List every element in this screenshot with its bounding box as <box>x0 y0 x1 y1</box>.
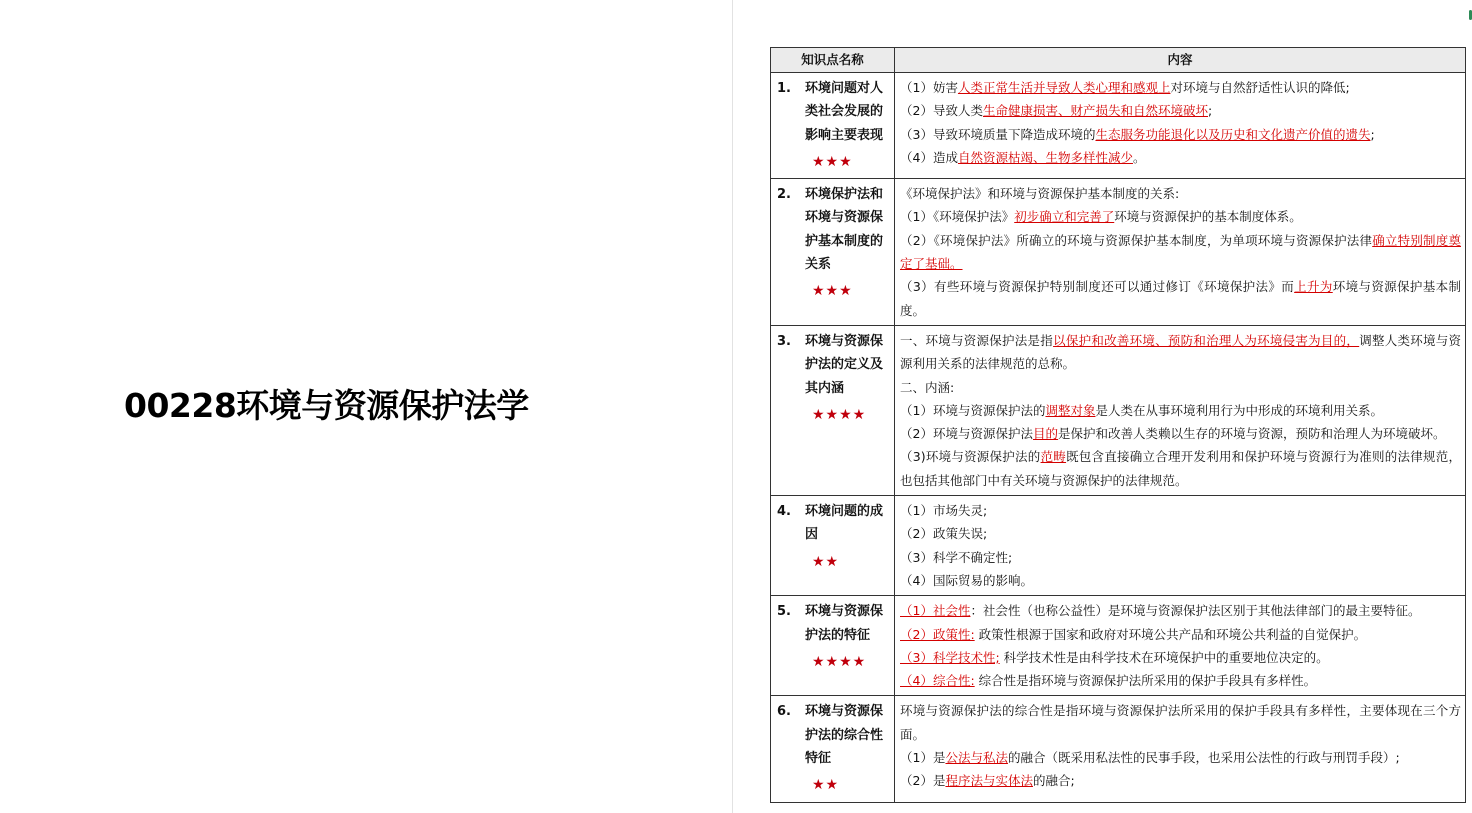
key-term: 范畴 <box>1040 449 1067 465</box>
key-term: 目的 <box>1032 426 1058 442</box>
content-text: ; <box>1370 126 1375 142</box>
content-text: （2）政策失误; <box>900 526 988 542</box>
content-cell <box>895 73 1466 179</box>
content-line <box>900 522 1461 545</box>
table-row <box>771 179 1466 326</box>
content-text: （4）造成 <box>900 149 958 165</box>
content-text: （1）妨害 <box>900 80 958 95</box>
key-term: 公法与私法 <box>945 750 1008 766</box>
knowledge-table <box>770 47 1466 803</box>
knowledge-name-cell <box>771 179 895 326</box>
knowledge-name: 环境与资源保护法的特征 <box>805 604 884 643</box>
content-text: 《环境保护法》和环境与资源保护基本制度的关系: <box>900 186 1180 202</box>
content-text: 环境与资源保护法的综合性是指环境与资源保护法所采用的保护手段具有多样性，主要体现在三个方面。 <box>900 703 1461 742</box>
content-text: 既包含直接确立合理开发利用和保护环境与资源行为准则的法律规范，也包括其他部门中有关环境与资源保护的法律规范。 <box>900 449 1461 488</box>
key-term: 生态服务功能退化以及历史和文化遗产价值的遗失 <box>1095 126 1371 142</box>
row-number: 6. <box>777 704 791 720</box>
key-term: （3）科学技术性; <box>900 649 1000 665</box>
content-text: （3）科学不确定性; <box>900 549 1013 565</box>
content-line <box>900 445 1461 492</box>
table-body <box>771 73 1466 803</box>
content-text: 环境与资源保护的基本制度体系。 <box>1114 209 1302 225</box>
content-text: 的融合（既采用私法性的民事手段，也采用公法性的行政与刑罚手段）; <box>1007 750 1400 766</box>
content-line <box>900 669 1461 692</box>
knowledge-name: 环境问题的成因 <box>805 504 884 543</box>
key-term: 以保护和改善环境、预防和治理人为环境侵害为目的， <box>1053 332 1360 348</box>
header-knowledge-name: 知识点名称 <box>771 48 895 73</box>
key-term: 调整对象 <box>1045 402 1096 418</box>
content-text: （1）市场失灵; <box>900 503 988 519</box>
content-cell <box>895 496 1466 596</box>
importance-stars: ★★★ <box>812 153 853 170</box>
content-text: 综合性是指环境与资源保护法所采用的保护手段具有多样性。 <box>974 673 1317 689</box>
row-number: 1. <box>777 81 791 96</box>
content-text: 。 <box>1132 149 1146 165</box>
key-term: （2）政策性: <box>900 626 975 642</box>
table-row <box>771 325 1466 495</box>
content-text: （3)环境与资源保护法的 <box>900 449 1041 465</box>
content-text: （3）有些环境与资源保护特别制度还可以通过修订《环境保护法》而 <box>900 279 1295 295</box>
content-text: （2）是 <box>900 773 946 789</box>
content-text: 的融合; <box>1032 773 1075 789</box>
key-term: （4）综合性: <box>900 673 975 689</box>
knowledge-name: 环境保护法和环境与资源保护基本制度的关系 <box>805 187 884 273</box>
content-text: 调整人类环境与资源利用关系的法律规范的总称。 <box>900 332 1461 372</box>
knowledge-name-cell <box>771 596 895 696</box>
content-cell <box>895 596 1466 696</box>
content-cell <box>895 179 1466 326</box>
content-line <box>900 182 1461 205</box>
content-line <box>900 699 1461 746</box>
table-row <box>771 596 1466 696</box>
knowledge-name-cell <box>771 325 895 495</box>
content-text: 一、环境与资源保护法是指 <box>900 332 1054 348</box>
content-cell <box>895 325 1466 495</box>
key-term: 确立特别制度奠定了基础。 <box>900 232 1461 272</box>
content-line <box>900 769 1461 792</box>
importance-stars: ★★★★ <box>812 406 867 423</box>
content-text: 是人类在从事环境利用行为中形成的环境利用关系。 <box>1095 402 1383 418</box>
content-line <box>900 275 1461 322</box>
table-header-row <box>771 48 1466 73</box>
content-line <box>900 205 1461 228</box>
key-term: 自然资源枯竭、生物多样性减少 <box>957 149 1133 165</box>
content-text: （2）《环境保护法》所确立的环境与资源保护基本制度，为单项环境与资源保护法律 <box>900 232 1373 248</box>
content-text: 是保护和改善人类赖以生存的环境与资源，预防和治理人为环境破坏。 <box>1057 426 1446 442</box>
table-row <box>771 696 1466 802</box>
knowledge-name-cell <box>771 73 895 179</box>
importance-stars: ★★ <box>812 777 840 794</box>
content-text: 二、内涵: <box>900 379 955 395</box>
content-text: （1）《环境保护法》 <box>900 209 1015 225</box>
knowledge-name: 环境问题对人类社会发展的影响主要表现 <box>805 81 884 143</box>
importance-stars: ★★★ <box>812 283 853 300</box>
content-line <box>900 329 1461 376</box>
content-text: （3）导致环境质量下降造成环境的 <box>900 126 1096 142</box>
content-line <box>900 99 1461 122</box>
knowledge-name-cell <box>771 496 895 596</box>
content-cell <box>895 696 1466 802</box>
key-term: 人类正常生活并导致人类心理和感观上 <box>957 80 1171 95</box>
row-number: 5. <box>777 604 791 620</box>
importance-stars: ★★★★ <box>812 653 867 670</box>
content-line <box>900 746 1461 769</box>
content-text: （4）国际贸易的影响。 <box>900 572 1033 588</box>
key-term: 生命健康损害、财产损失和自然环境破坏 <box>982 103 1208 119</box>
importance-stars: ★★ <box>812 553 840 570</box>
content-text: （2）导致人类 <box>900 103 983 119</box>
row-number: 3. <box>777 333 791 349</box>
content-line <box>900 123 1461 146</box>
row-number: 4. <box>777 504 791 520</box>
content-text: （2）环境与资源保护法 <box>900 426 1033 442</box>
content-line <box>900 546 1461 569</box>
key-term: 上升为 <box>1294 279 1333 295</box>
content-line <box>900 599 1461 622</box>
key-term: （1）社会性 <box>900 603 971 619</box>
knowledge-name-cell <box>771 696 895 802</box>
content-line <box>900 499 1461 522</box>
header-content: 内容 <box>895 48 1466 73</box>
knowledge-name: 环境与资源保护法的定义及其内涵 <box>805 333 884 396</box>
content-page <box>733 0 1472 813</box>
content-text: （1）环境与资源保护法的 <box>900 402 1046 418</box>
content-text: （1）是 <box>900 750 946 766</box>
knowledge-name: 环境与资源保护法的综合性特征 <box>805 704 884 767</box>
content-line <box>900 229 1461 276</box>
content-line <box>900 623 1461 646</box>
content-text: 环境与资源保护基本制度。 <box>900 279 1461 318</box>
content-line <box>900 376 1461 399</box>
content-text: 对环境与自然舒适性认识的降低; <box>1170 80 1350 95</box>
table-row <box>771 496 1466 596</box>
content-line <box>900 76 1461 99</box>
row-number: 2. <box>777 187 791 203</box>
key-term: 初步确立和完善了 <box>1014 209 1115 225</box>
content-line <box>900 399 1461 422</box>
content-text: 科学技术性是由科学技术在环境保护中的重要地位决定的。 <box>999 649 1329 665</box>
content-line <box>900 646 1461 669</box>
content-line <box>900 146 1461 169</box>
content-text: ：社会性（也称公益性）是环境与资源保护法区别于其他法律部门的最主要特征。 <box>970 603 1421 619</box>
content-text: 政策性根源于国家和政府对环境公共产品和环境公共利益的自觉保护。 <box>974 626 1367 642</box>
key-term: 程序法与实体法 <box>945 773 1033 789</box>
cover-title: 00228环境与资源保护法学 <box>124 386 529 425</box>
content-line <box>900 569 1461 592</box>
content-text: ; <box>1207 103 1213 119</box>
cover-page <box>0 0 732 813</box>
content-line <box>900 422 1461 445</box>
table-row <box>771 73 1466 179</box>
